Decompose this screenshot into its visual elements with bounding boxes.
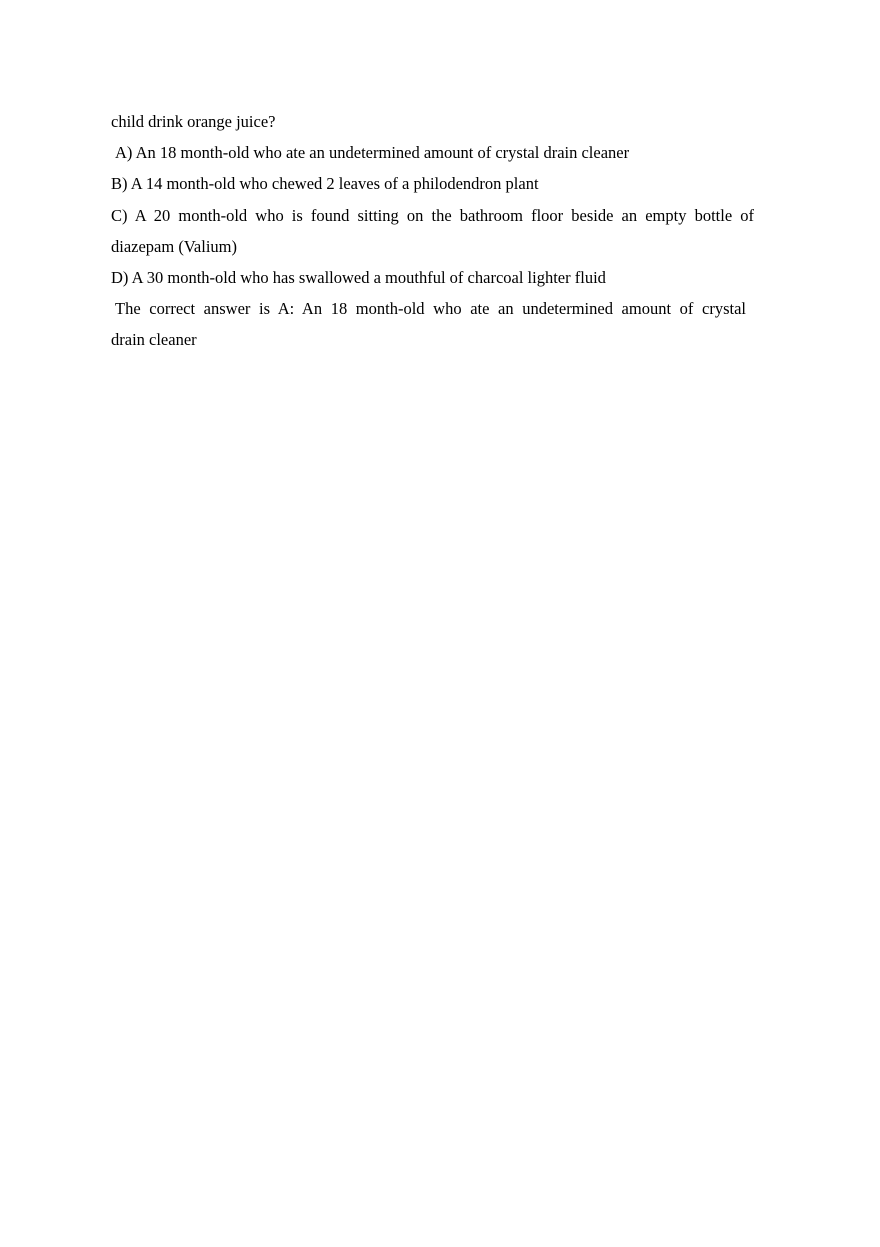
option-d: D) A 30 month-old who has swallowed a mouthful of charcoal lighter fluid [111, 267, 606, 287]
option-b: B) A 14 month-old who chewed 2 leaves of a philodendron plant [111, 174, 539, 194]
option-c-line1: C) A 20 month-old who is found sitting on the bathroom floor beside an empty bottle of [111, 205, 754, 225]
option-c-line2: diazepam (Valium) [111, 236, 237, 256]
option-a: A) An 18 month-old who ate an undetermined amount of crystal drain cleaner [115, 143, 630, 163]
answer-line2: drain cleaner [111, 330, 197, 350]
question-text-block [111, 106, 754, 356]
question-tail: child drink orange juice? [111, 112, 276, 131]
answer-line1: The correct answer is A: An 18 month-old who ate an undetermined amount of crystal [115, 299, 746, 319]
